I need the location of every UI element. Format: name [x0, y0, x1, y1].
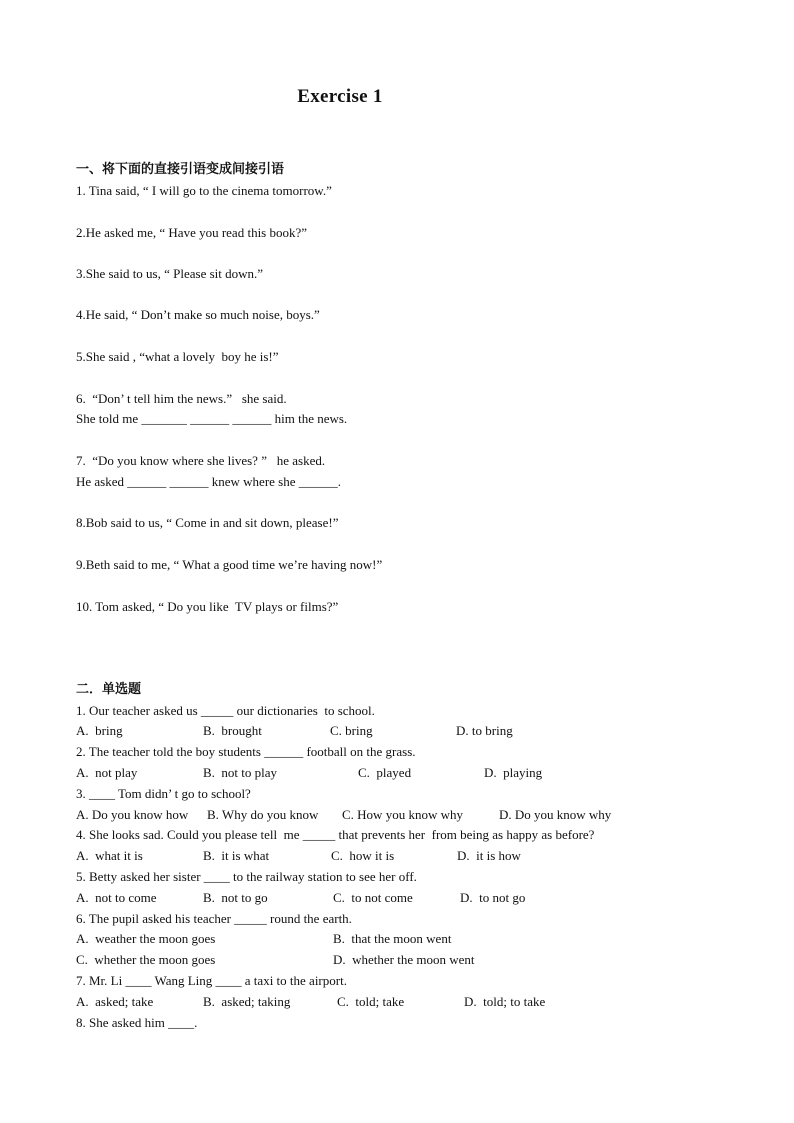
- question-item: 1. Tina said, “ I will go to the cinema tomorrow.”: [76, 183, 332, 198]
- question-item: 2.He asked me, “ Have you read this book?”: [76, 225, 308, 240]
- option-d: D. told; to take: [464, 994, 546, 1009]
- option-a: A. not to come: [76, 890, 157, 905]
- option-b: B. Why do you know: [207, 807, 319, 822]
- option-d: D. it is how: [457, 848, 521, 863]
- mc-question: 8. She asked him ____.: [76, 1015, 198, 1030]
- mc-question: 1. Our teacher asked us _____ our dictionaries to school.: [76, 703, 375, 718]
- question-item: 6. “Don’ t tell him the news.” she said.: [76, 391, 287, 406]
- question-item: 5.She said , “what a lovely boy he is!”: [76, 349, 279, 364]
- option-a: A. what it is: [76, 848, 143, 863]
- option-a: A. not play: [76, 765, 138, 780]
- question-item: 4.He said, “ Don’t make so much noise, boys.”: [76, 307, 320, 322]
- option-d: D. Do you know why: [499, 807, 612, 822]
- option-c: C. whether the moon goes: [76, 952, 216, 967]
- option-c: C. how it is: [331, 848, 395, 863]
- option-b: B. it is what: [203, 848, 270, 863]
- option-a: A. weather the moon goes: [76, 931, 216, 946]
- answer-line: She told me _______ ______ ______ him the news.: [76, 411, 348, 426]
- page-title: Exercise 1: [297, 86, 383, 107]
- option-c: C. How you know why: [342, 807, 463, 822]
- option-b: B. not to play: [203, 765, 278, 780]
- option-c: C. told; take: [337, 994, 405, 1009]
- answer-line: He asked ______ ______ knew where she ______.: [76, 474, 342, 489]
- mc-question: 6. The pupil asked his teacher _____ round the earth.: [76, 911, 352, 926]
- option-c: C. played: [358, 765, 412, 780]
- option-d: D. to bring: [456, 723, 513, 738]
- question-item: 8.Bob said to us, “ Come in and sit down, please!”: [76, 515, 339, 530]
- mc-question: 2. The teacher told the boy students ______ football on the grass.: [76, 744, 416, 759]
- option-a: A. Do you know how: [76, 807, 189, 822]
- option-b: B. asked; taking: [203, 994, 291, 1009]
- option-a: A. asked; take: [76, 994, 154, 1009]
- section-heading-2: 二．单选题: [76, 682, 142, 697]
- option-b: B. not to go: [203, 890, 268, 905]
- option-b: B. brought: [203, 723, 262, 738]
- mc-question: 5. Betty asked her sister ____ to the railway station to see her off.: [76, 869, 417, 884]
- option-b: B. that the moon went: [333, 931, 452, 946]
- mc-question: 7. Mr. Li ____ Wang Ling ____ a taxi to the airport.: [76, 973, 347, 988]
- question-item: 10. Tom asked, “ Do you like TV plays or films?”: [76, 599, 339, 614]
- question-item: 9.Beth said to me, “ What a good time we’re having now!”: [76, 557, 383, 572]
- question-item: 3.She said to us, “ Please sit down.”: [76, 266, 264, 281]
- option-c: C. bring: [330, 723, 373, 738]
- mc-question: 3. ____ Tom didn’ t go to school?: [76, 786, 251, 801]
- option-d: D. whether the moon went: [333, 952, 475, 967]
- option-d: D. to not go: [460, 890, 526, 905]
- question-item: 7. “Do you know where she lives? ” he asked.: [76, 453, 326, 468]
- option-d: D. playing: [484, 765, 543, 780]
- mc-question: 4. She looks sad. Could you please tell me _____ that prevents her from being as happy as before?: [76, 827, 595, 842]
- section-heading-1: 一、将下面的直接引语变成间接引语: [76, 162, 285, 177]
- option-c: C. to not come: [333, 890, 413, 905]
- option-a: A. bring: [76, 723, 123, 738]
